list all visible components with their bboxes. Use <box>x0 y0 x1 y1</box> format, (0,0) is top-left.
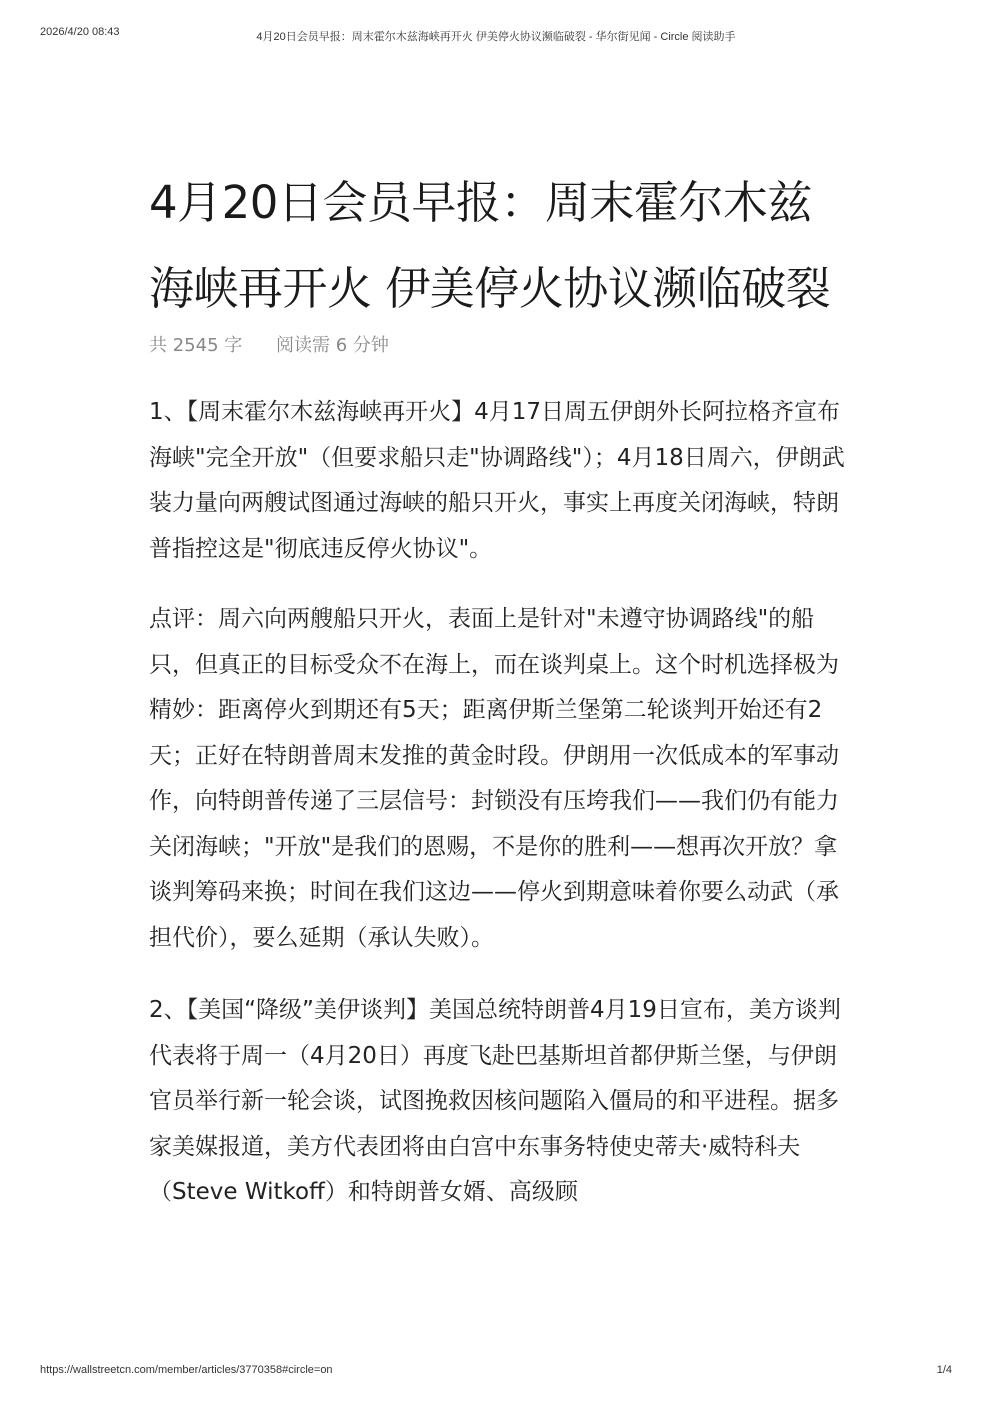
print-document-title: 4月20日会员早报：周末霍尔木兹海峡再开火 伊美停火协议濒临破裂 - 华尔街见闻 - Circle 阅读助手 <box>256 31 736 43</box>
article <box>149 160 849 1216</box>
paragraph-news-2: 2、【美国“降级”美伊谈判】美国总统特朗普4月19日宣布，美方谈判代表将于周一（4月20日）再度飞赴巴基斯坦首都伊斯兰堡，与伊朗官员举行新一轮会谈，试图挽救因核问题陷入僵局的和平进程。据多家美媒报道，美方代表团将由白宫中东事务特使史蒂夫·威特科夫（Steve Witkoff）和特朗普女婿、高级顾 <box>149 997 841 1205</box>
print-datetime: 2026/4/20 08:43 <box>40 26 120 38</box>
print-url: https://wallstreetcn.com/member/articles/3770358#circle=on <box>40 1364 333 1376</box>
paragraph-commentary-1: 点评：周六向两艘船只开火，表面上是针对"未遵守协调路线"的船只，但真正的目标受众不在海上，而在谈判桌上。这个时机选择极为精妙：距离停火到期还有5天；距离伊斯兰堡第二轮谈判开始还有2天；正好在特朗普周末发推的黄金时段。伊朗用一次低成本的军事动作，向特朗普传递了三层信号：封锁没有压垮我们——我们仍有能力关闭海峡；"开放"是我们的恩赐，不是你的胜利——想再次开放？拿谈判筹码来换；时间在我们这边——停火到期意味着你要么动武（承担代价），要么延期（承认失败）。 <box>149 606 839 951</box>
article-meta <box>149 332 849 366</box>
page-number: 1/4 <box>936 1364 952 1376</box>
print-header <box>0 24 992 44</box>
word-count: 共 2545 字 <box>149 335 243 356</box>
reading-time: 阅读需 6 分钟 <box>276 335 389 356</box>
print-footer <box>0 1364 992 1384</box>
article-title: 4月20日会员早报：周末霍尔木兹海峡再开火 伊美停火协议濒临破裂 <box>149 176 831 315</box>
paragraph-news-1: 1、【周末霍尔木兹海峡再开火】4月17日周五伊朗外长阿拉格齐宣布海峡"完全开放"（但要求船只走"协调路线"）；4月18日周六，伊朗武装力量向两艘试图通过海峡的船只开火，事实上再度关闭海峡，特朗普指控这是"彻底违反停火协议"。 <box>149 399 845 562</box>
